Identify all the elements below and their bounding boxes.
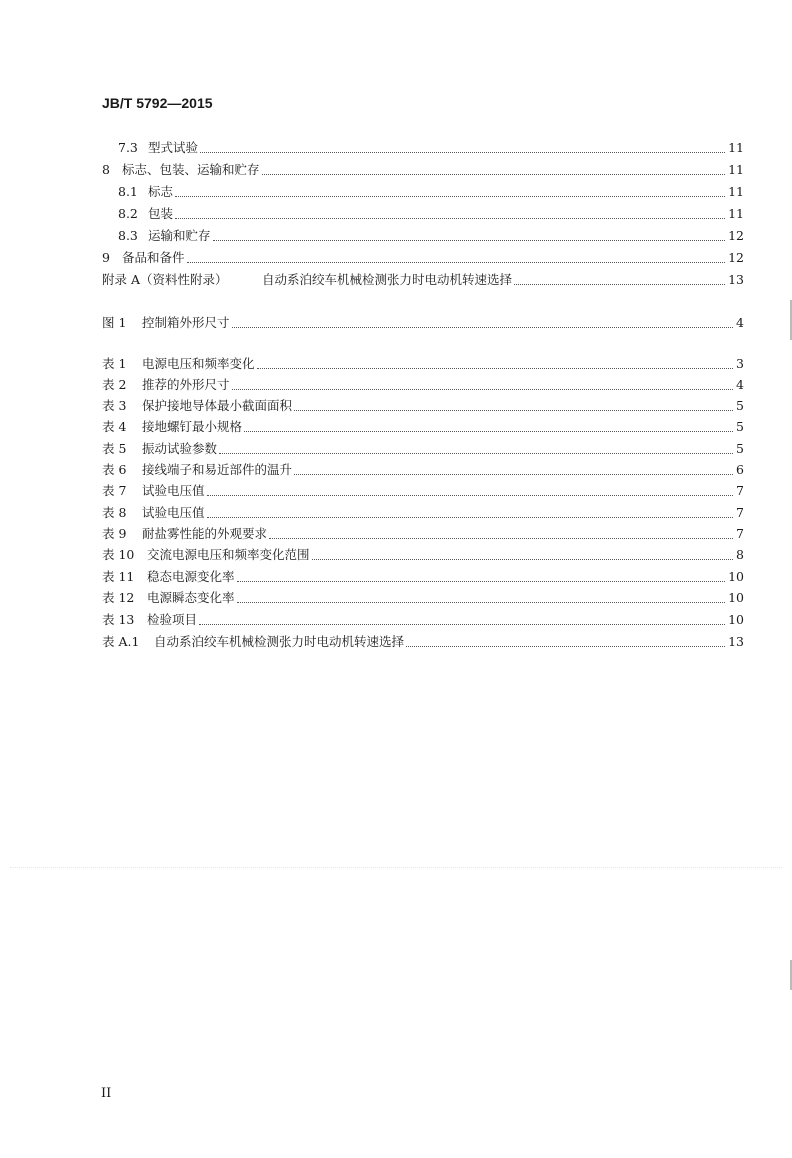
toc-entry-page: 6 <box>736 462 744 477</box>
toc-entry-title: 备品和备件 <box>122 250 185 265</box>
scan-artifact-line <box>10 867 782 868</box>
toc-entry[interactable] <box>0 271 792 289</box>
toc-entry-page: 11 <box>728 140 744 155</box>
toc-entry[interactable] <box>0 589 792 607</box>
toc-entry-number: 附录 A（资料性附录） <box>102 272 228 287</box>
toc-entry[interactable] <box>0 568 792 586</box>
toc-entry[interactable] <box>0 611 792 629</box>
toc-entry-number: 8 <box>102 162 110 177</box>
toc-entry-title: 试验电压值 <box>142 505 205 520</box>
toc-entry-title: 标志 <box>148 184 174 199</box>
toc-entry[interactable] <box>0 376 792 394</box>
toc-entry-title: 自动系泊绞车机械检测张力时电动机转速选择 <box>154 634 405 649</box>
toc-dot-leader <box>232 327 733 328</box>
toc-entry-page: 10 <box>728 612 744 627</box>
toc-entry-page: 12 <box>728 250 744 265</box>
toc-dot-leader <box>207 495 733 496</box>
page-number-footer: II <box>101 1086 112 1101</box>
toc-entry-page: 5 <box>736 398 744 413</box>
toc-entry-number: 表 4 <box>102 419 127 434</box>
toc-entry-page: 7 <box>736 505 744 520</box>
toc-entry-title: 控制箱外形尺寸 <box>142 315 230 330</box>
toc-dot-leader <box>406 646 725 647</box>
toc-entry-title: 标志、包装、运输和贮存 <box>122 162 260 177</box>
toc-entry[interactable] <box>0 461 792 479</box>
toc-entry-title: 稳态电源变化率 <box>147 569 235 584</box>
toc-dot-leader <box>514 284 725 285</box>
toc-entry[interactable] <box>0 161 792 179</box>
toc-dot-leader <box>257 368 733 369</box>
toc-dot-leader <box>187 262 725 263</box>
toc-entry-number: 8.2 <box>118 206 138 221</box>
toc-dot-leader <box>269 538 733 539</box>
toc-entry-number: 表 2 <box>102 377 127 392</box>
toc-entry-page: 10 <box>728 569 744 584</box>
document-code-header: JB/T 5792—2015 <box>102 95 213 111</box>
toc-dot-leader <box>237 602 725 603</box>
toc-entry-page: 11 <box>728 162 744 177</box>
toc-dot-leader <box>207 517 733 518</box>
toc-entry-number: 表 9 <box>102 526 127 541</box>
toc-entry-number: 表 12 <box>102 590 135 605</box>
toc-entry[interactable] <box>0 397 792 415</box>
toc-dot-leader <box>312 559 733 560</box>
toc-entry-page: 3 <box>736 356 744 371</box>
toc-entry[interactable] <box>0 482 792 500</box>
toc-entry-page: 7 <box>736 483 744 498</box>
toc-dot-leader <box>219 453 733 454</box>
toc-entry-number: 表 10 <box>102 547 135 562</box>
toc-entry[interactable] <box>0 546 792 564</box>
toc-entry-title: 检验项目 <box>147 612 198 627</box>
toc-entry[interactable] <box>0 183 792 201</box>
toc-entry-number: 表 13 <box>102 612 135 627</box>
toc-entry-number: 表 A.1 <box>102 634 140 649</box>
toc-entry[interactable] <box>0 504 792 522</box>
toc-entry-title: 电源瞬态变化率 <box>147 590 235 605</box>
toc-entry-number: 表 1 <box>102 356 127 371</box>
toc-entry-title: 包装 <box>148 206 174 221</box>
toc-entry-page: 11 <box>728 184 744 199</box>
toc-entry-page: 11 <box>728 206 744 221</box>
toc-entry-title: 试验电压值 <box>142 483 205 498</box>
toc-entry[interactable] <box>0 227 792 245</box>
toc-entry-number: 8.3 <box>118 228 138 243</box>
toc-entry[interactable] <box>0 418 792 436</box>
toc-entry-page: 4 <box>736 377 744 392</box>
toc-dot-leader <box>232 389 733 390</box>
toc-entry-title: 耐盐雾性能的外观要求 <box>142 526 268 541</box>
toc-dot-leader <box>294 410 733 411</box>
toc-entry-title: 型式试验 <box>148 140 199 155</box>
toc-entry-number: 7.3 <box>118 140 138 155</box>
toc-entry-page: 5 <box>736 419 744 434</box>
toc-dot-leader <box>294 474 733 475</box>
toc-entry-title: 振动试验参数 <box>142 441 218 456</box>
toc-entry-title: 接地螺钉最小规格 <box>142 419 243 434</box>
toc-entry-number: 8.1 <box>118 184 138 199</box>
toc-entry-title: 运输和贮存 <box>148 228 211 243</box>
toc-entry[interactable] <box>0 314 792 332</box>
toc-dot-leader <box>199 624 725 625</box>
toc-dot-leader <box>244 431 733 432</box>
toc-entry-number: 表 7 <box>102 483 127 498</box>
toc-entry-page: 7 <box>736 526 744 541</box>
toc-entry-number: 表 11 <box>102 569 135 584</box>
toc-entry-number: 表 6 <box>102 462 127 477</box>
toc-dot-leader <box>175 196 725 197</box>
toc-entry-page: 5 <box>736 441 744 456</box>
toc-entry-page: 13 <box>728 272 744 287</box>
toc-entry[interactable] <box>0 633 792 651</box>
toc-dot-leader <box>237 581 725 582</box>
toc-entry-page: 12 <box>728 228 744 243</box>
toc-entry-page: 4 <box>736 315 744 330</box>
toc-entry-title: 自动系泊绞车机械检测张力时电动机转速选择 <box>262 272 513 287</box>
toc-entry-number: 表 5 <box>102 441 127 456</box>
toc-entry[interactable] <box>0 355 792 373</box>
toc-entry-number: 表 3 <box>102 398 127 413</box>
toc-entry-number: 9 <box>102 250 110 265</box>
toc-entry[interactable] <box>0 139 792 157</box>
toc-dot-leader <box>262 174 725 175</box>
toc-dot-leader <box>213 240 725 241</box>
toc-entry-number: 图 1 <box>102 315 127 330</box>
toc-entry-title: 保护接地导体最小截面面积 <box>142 398 293 413</box>
toc-entry-page: 13 <box>728 634 744 649</box>
toc-entry[interactable] <box>0 249 792 267</box>
toc-entry-title: 交流电源电压和频率变化范围 <box>147 547 310 562</box>
toc-dot-leader <box>175 218 725 219</box>
toc-entry-title: 推荐的外形尺寸 <box>142 377 230 392</box>
toc-entry[interactable] <box>0 525 792 543</box>
toc-entry-page: 8 <box>736 547 744 562</box>
toc-entry[interactable] <box>0 205 792 223</box>
toc-entry-number: 表 8 <box>102 505 127 520</box>
toc-entry-title: 电源电压和频率变化 <box>142 356 255 371</box>
toc-dot-leader <box>200 152 725 153</box>
toc-entry[interactable] <box>0 440 792 458</box>
toc-entry-page: 10 <box>728 590 744 605</box>
toc-entry-title: 接线端子和易近部件的温升 <box>142 462 293 477</box>
